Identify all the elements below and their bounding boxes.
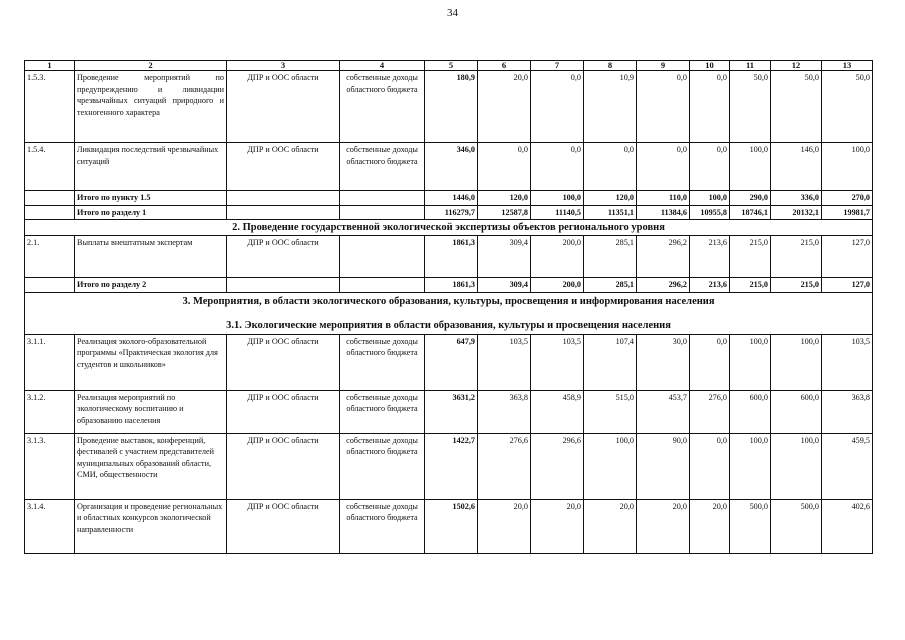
row-value: 0,0 <box>690 433 730 499</box>
total-value: 309,4 <box>478 278 531 293</box>
row-value: 100,0 <box>730 334 771 390</box>
row-value: 107,4 <box>584 334 637 390</box>
row-value: 50,0 <box>771 71 822 143</box>
total-value: 100,0 <box>690 191 730 206</box>
row-value: 20,0 <box>690 499 730 553</box>
total-value: 200,0 <box>531 278 584 293</box>
total-value: 215,0 <box>771 278 822 293</box>
total-value: 19981,7 <box>822 205 873 220</box>
header-cell: 3 <box>227 61 340 71</box>
table-row <box>25 236 873 278</box>
table-row <box>25 334 873 390</box>
row-value: 0,0 <box>478 143 531 191</box>
row-value: 100,0 <box>771 433 822 499</box>
row-value: 0,0 <box>637 143 690 191</box>
row-value: 20,0 <box>478 71 531 143</box>
row-value: 276,6 <box>478 433 531 499</box>
row-value: 402,6 <box>822 499 873 553</box>
row-value: 459,5 <box>822 433 873 499</box>
row-value: 1422,7 <box>425 433 478 499</box>
row-value: 20,0 <box>531 499 584 553</box>
row-value: 0,0 <box>690 334 730 390</box>
row-value: 50,0 <box>822 71 873 143</box>
total-value: 270,0 <box>822 191 873 206</box>
header-cell: 9 <box>637 61 690 71</box>
header-cell: 6 <box>478 61 531 71</box>
total-row <box>25 278 873 293</box>
row-executor: ДПР и ООС области <box>227 143 340 191</box>
row-value: 10,9 <box>584 71 637 143</box>
row-executor: ДПР и ООС области <box>227 236 340 278</box>
total-value: 296,2 <box>637 278 690 293</box>
row-source: собственные доходы областного бюджета <box>340 143 425 191</box>
row-value: 100,0 <box>584 433 637 499</box>
total-value: 120,0 <box>478 191 531 206</box>
row-source: собственные доходы областного бюджета <box>340 334 425 390</box>
total-value: 116279,7 <box>425 205 478 220</box>
row-code: 3.1.1. <box>25 334 75 390</box>
total-value: 10955,8 <box>690 205 730 220</box>
row-value: 103,5 <box>478 334 531 390</box>
row-value: 0,0 <box>531 71 584 143</box>
header-cell: 8 <box>584 61 637 71</box>
row-code: 2.1. <box>25 236 75 278</box>
section-heading-row <box>25 220 873 236</box>
header-cell: 7 <box>531 61 584 71</box>
row-value: 100,0 <box>730 143 771 191</box>
header-cell: 1 <box>25 61 75 71</box>
row-value: 103,5 <box>822 334 873 390</box>
row-executor: ДПР и ООС области <box>227 334 340 390</box>
total-value: 18746,1 <box>730 205 771 220</box>
row-value: 647,9 <box>425 334 478 390</box>
budget-table <box>24 60 873 554</box>
total-label: Итого по пункту 1.5 <box>75 191 227 206</box>
total-label: Итого по разделу 1 <box>75 205 227 220</box>
header-cell: 13 <box>822 61 873 71</box>
page-number: 34 <box>447 7 458 19</box>
row-code: 3.1.4. <box>25 499 75 553</box>
row-value: 500,0 <box>771 499 822 553</box>
total-value: 11384,6 <box>637 205 690 220</box>
total-value: 1861,3 <box>425 278 478 293</box>
row-code: 1.5.3. <box>25 71 75 143</box>
subsection-title: 3.1. Экологические мероприятия в области образования, культуры и просвещения населения <box>226 319 671 331</box>
row-value: 0,0 <box>690 71 730 143</box>
table-row <box>25 433 873 499</box>
header-cell: 4 <box>340 61 425 71</box>
total-value: 12587,8 <box>478 205 531 220</box>
row-value: 100,0 <box>730 433 771 499</box>
row-name: Реализация мероприятий по экологическому воспитанию и образованию населения <box>75 390 227 433</box>
row-value: 1502,6 <box>425 499 478 553</box>
row-value: 90,0 <box>637 433 690 499</box>
total-row <box>25 205 873 220</box>
row-name: Организация и проведение региональных и областных конкурсов экологической направленности <box>75 499 227 553</box>
total-value: 336,0 <box>771 191 822 206</box>
row-name: Проведение мероприятий по предупреждению и ликвидации чрезвычайных ситуаций природного и техногенного характера <box>75 71 227 143</box>
total-value: 11140,5 <box>531 205 584 220</box>
total-value: 20132,1 <box>771 205 822 220</box>
row-source <box>340 236 425 278</box>
row-code: 3.1.2. <box>25 390 75 433</box>
row-source: собственные доходы областного бюджета <box>340 433 425 499</box>
row-value: 215,0 <box>771 236 822 278</box>
row-value: 363,8 <box>478 390 531 433</box>
row-value: 0,0 <box>584 143 637 191</box>
row-value: 276,0 <box>690 390 730 433</box>
table-row <box>25 143 873 191</box>
row-value: 180,9 <box>425 71 478 143</box>
section-title: 3. Мероприятия, в области экологического образования, культуры, просвещения и информирования населения <box>182 295 715 307</box>
row-value: 458,9 <box>531 390 584 433</box>
row-value: 50,0 <box>730 71 771 143</box>
row-value: 296,2 <box>637 236 690 278</box>
row-source: собственные доходы областного бюджета <box>340 499 425 553</box>
total-value: 100,0 <box>531 191 584 206</box>
row-value: 100,0 <box>822 143 873 191</box>
row-value: 363,8 <box>822 390 873 433</box>
row-value: 127,0 <box>822 236 873 278</box>
header-cell: 5 <box>425 61 478 71</box>
table-header-row <box>25 61 873 71</box>
row-value: 1861,3 <box>425 236 478 278</box>
table-row <box>25 71 873 143</box>
row-value: 0,0 <box>531 143 584 191</box>
row-name: Проведение выставок, конференций, фестивалей с участием представителей муниципальных образований области, СМИ, общественности <box>75 433 227 499</box>
row-value: 309,4 <box>478 236 531 278</box>
row-value: 500,0 <box>730 499 771 553</box>
header-cell: 12 <box>771 61 822 71</box>
row-name: Реализация эколого-образовательной программы «Практическая экология для студентов и школьников» <box>75 334 227 390</box>
row-value: 103,5 <box>531 334 584 390</box>
row-value: 285,1 <box>584 236 637 278</box>
row-value: 600,0 <box>771 390 822 433</box>
row-value: 146,0 <box>771 143 822 191</box>
header-cell: 10 <box>690 61 730 71</box>
row-code: 3.1.3. <box>25 433 75 499</box>
total-value: 110,0 <box>637 191 690 206</box>
header-cell: 11 <box>730 61 771 71</box>
row-value: 0,0 <box>637 71 690 143</box>
row-executor: ДПР и ООС области <box>227 499 340 553</box>
row-value: 20,0 <box>478 499 531 553</box>
row-value: 30,0 <box>637 334 690 390</box>
table-row <box>25 390 873 433</box>
row-source: собственные доходы областного бюджета <box>340 390 425 433</box>
total-value: 120,0 <box>584 191 637 206</box>
total-row <box>25 191 873 206</box>
total-value: 215,0 <box>730 278 771 293</box>
row-executor: ДПР и ООС области <box>227 71 340 143</box>
row-value: 515,0 <box>584 390 637 433</box>
total-value: 285,1 <box>584 278 637 293</box>
total-value: 127,0 <box>822 278 873 293</box>
table-row <box>25 499 873 553</box>
row-value: 213,6 <box>690 236 730 278</box>
row-value: 296,6 <box>531 433 584 499</box>
row-value: 215,0 <box>730 236 771 278</box>
total-label: Итого по разделу 2 <box>75 278 227 293</box>
row-value: 3631,2 <box>425 390 478 433</box>
row-name: Ликвидация последствий чрезвычайных ситуаций <box>75 143 227 191</box>
section-title: 2. Проведение государственной экологической экспертизы объектов регионального уровня <box>25 220 873 236</box>
total-value: 213,6 <box>690 278 730 293</box>
section-heading-cell <box>25 292 873 334</box>
total-value: 290,0 <box>730 191 771 206</box>
total-value: 1446,0 <box>425 191 478 206</box>
row-value: 200,0 <box>531 236 584 278</box>
row-value: 20,0 <box>637 499 690 553</box>
row-executor: ДПР и ООС области <box>227 390 340 433</box>
row-name: Выплаты внештатным экспертам <box>75 236 227 278</box>
row-executor: ДПР и ООС области <box>227 433 340 499</box>
row-value: 20,0 <box>584 499 637 553</box>
row-value: 346,0 <box>425 143 478 191</box>
total-value: 11351,1 <box>584 205 637 220</box>
row-source: собственные доходы областного бюджета <box>340 71 425 143</box>
row-value: 600,0 <box>730 390 771 433</box>
row-value: 100,0 <box>771 334 822 390</box>
section-heading-row <box>25 292 873 334</box>
header-cell: 2 <box>75 61 227 71</box>
row-value: 0,0 <box>690 143 730 191</box>
row-code: 1.5.4. <box>25 143 75 191</box>
row-value: 453,7 <box>637 390 690 433</box>
